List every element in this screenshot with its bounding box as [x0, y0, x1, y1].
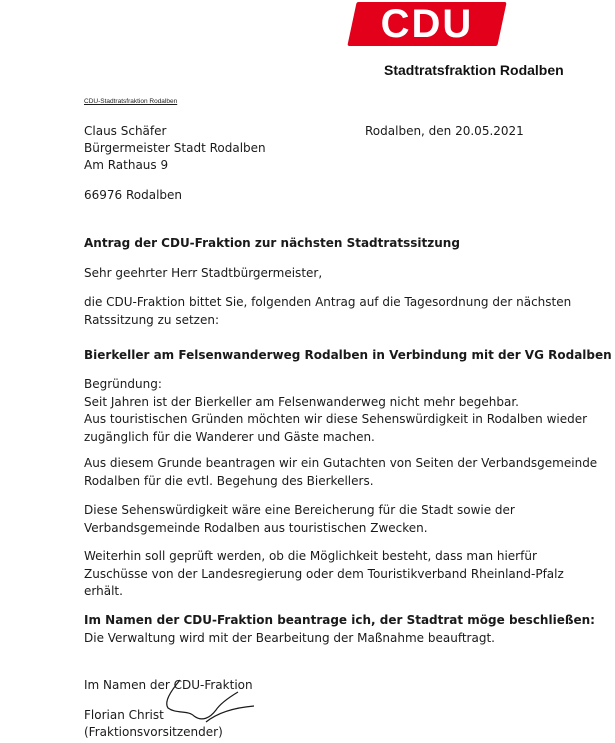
- resolution-paragraph: Im Namen der CDU-Fraktion beantrage ich, der Stadtrat möge beschließen: Die Verwaltung wird mit der Bearbeitung der Maßnahme beauftragt.: [84, 613, 595, 645]
- recipient-city: 66976 Rodalben: [84, 188, 183, 202]
- motion-title: Bierkeller am Felsenwanderweg Rodalben in Verbindung mit der VG Rodalben: [84, 348, 612, 362]
- reason-paragraph: Begründung: Seit Jahren ist der Bierkeller am Felsenwanderweg nicht mehr begehbar. Aus touristischen Gründen möchten wir diese Sehenswürdigkeit in Rodalben wieder zugänglich für die Wanderer und Gäste machen.: [84, 377, 588, 444]
- cdu-logo: [347, 2, 506, 46]
- recipient-title: Bürgermeister Stadt Rodalben: [84, 141, 266, 155]
- logo-text: CDU: [380, 2, 474, 46]
- recipient-name: Claus Schäfer: [84, 124, 167, 138]
- intro-paragraph: die CDU-Fraktion bittet Sie, folgenden Antrag auf die Tagesordnung der nächsten Ratssitzung zu setzen:: [84, 295, 572, 327]
- signature-scribble: [150, 678, 260, 728]
- faction-title: Stadtratsfraktion Rodalben: [384, 62, 564, 78]
- request-paragraph: Aus diesem Grunde beantragen wir ein Gutachten von Seiten der Verbandsgemeinde Rodalben für die evtl. Begehung des Bierkellers.: [84, 456, 598, 488]
- salutation: Sehr geehrter Herr Stadtbürgermeister,: [84, 266, 323, 280]
- closing-line: Im Namen der CDU-Fraktion: [84, 678, 253, 692]
- funding-paragraph: Weiterhin soll geprüft werden, ob die Möglichkeit besteht, dass man hierfür Zuschüsse von der Landesregierung oder dem Touristikverband Rheinland-Pfalz erhält.: [84, 549, 564, 598]
- recipient-street: Am Rathaus 9: [84, 158, 169, 172]
- letter-date: Rodalben, den 20.05.2021: [365, 124, 524, 138]
- signer-role: (Fraktionsvorsitzender): [84, 725, 223, 739]
- signer-name: Florian Christ: [84, 708, 164, 722]
- letter-subject: Antrag der CDU-Fraktion zur nächsten Stadtratssitzung: [84, 236, 460, 250]
- sender-address-line: CDU-Stadtratsfraktion Rodalben: [84, 98, 178, 105]
- benefit-paragraph: Diese Sehenswürdigkeit wäre eine Bereicherung für die Stadt sowie der Verbandsgemeinde Rodalben aus touristischen Zwecken.: [84, 503, 515, 535]
